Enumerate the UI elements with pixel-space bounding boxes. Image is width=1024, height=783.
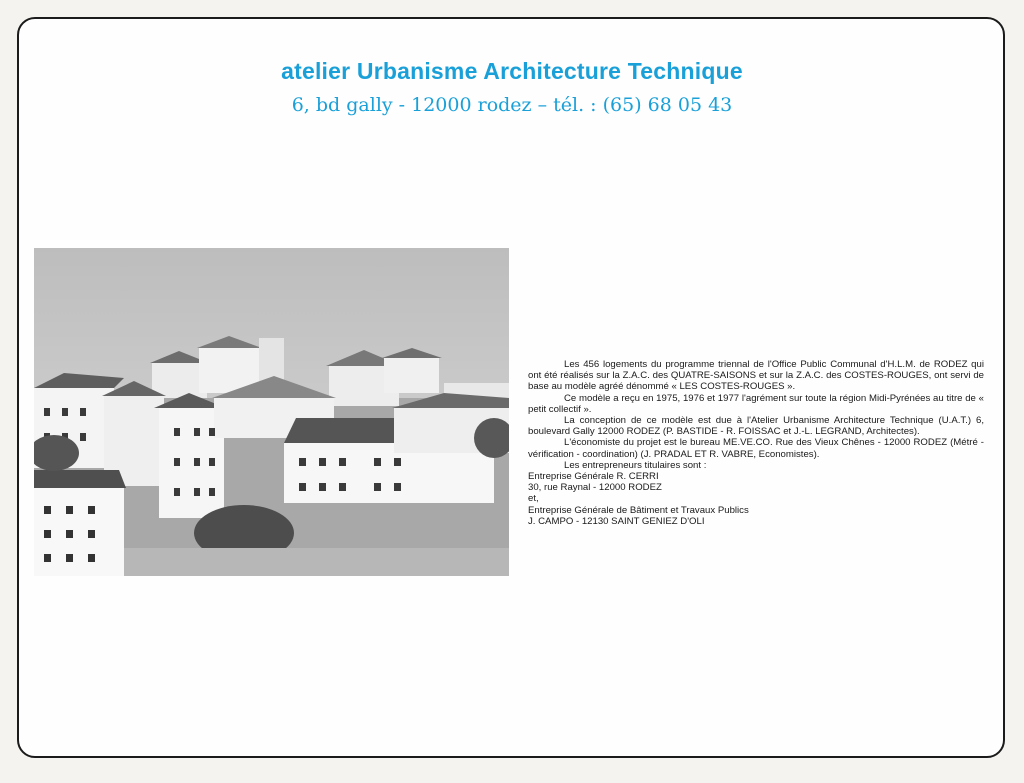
paragraph: Les 456 logements du programme triennal de l'Office Public Communal d'H.L.M. de RODEZ qui ont été réalisés sur la Z.A.C. des QUATRE-SAISONS et sur la Z.A.C. des COSTES-ROUGES, ont servi de base au modèle agréé dénommé « LES COSTES-ROUGES ». (528, 359, 984, 393)
front-building (34, 470, 126, 576)
contractor-2-name: Entreprise Générale de Bâtiment et Travaux Publics (528, 504, 749, 516)
paragraph: La conception de ce modèle est due à l'Atelier Urbanisme Architecture Technique (U.A.T.) 6, boulevard Gally 12000 RODEZ (P. BASTIDE - R. FOISSAC et J.-L. LEGRAND, Architectes). (528, 415, 984, 438)
paragraph: L'économiste du projet est le bureau ME.VE.CO. Rue des Vieux Chênes - 12000 RODEZ (Métré - vérification - coordination) (J. PRADAL ET R. VABRE, Economistes). (528, 437, 984, 460)
description-text (528, 359, 984, 527)
model-photo-illustration (34, 248, 509, 576)
firm-address: 6, bd gally - 12000 rodez – tél. : (65) 68 05 43 (291, 94, 733, 116)
contractor-1-address: 30, rue Raynal - 12000 RODEZ (528, 482, 662, 494)
firm-title: atelier Urbanisme Architecture Technique (281, 58, 743, 84)
model-photo (34, 248, 509, 576)
conjunction: et, (528, 493, 539, 505)
paragraph: Ce modèle a reçu en 1975, 1976 et 1977 l'agrément sur toute la région Midi-Pyrénées au titre de « petit collectif ». (528, 392, 984, 415)
contractor-1-name: Entreprise Générale R. CERRI (528, 471, 659, 483)
paragraph: Les entrepreneurs titulaires sont : (564, 459, 707, 471)
contractor-2-address: J. CAMPO - 12130 SAINT GENIEZ D'OLI (528, 515, 705, 527)
